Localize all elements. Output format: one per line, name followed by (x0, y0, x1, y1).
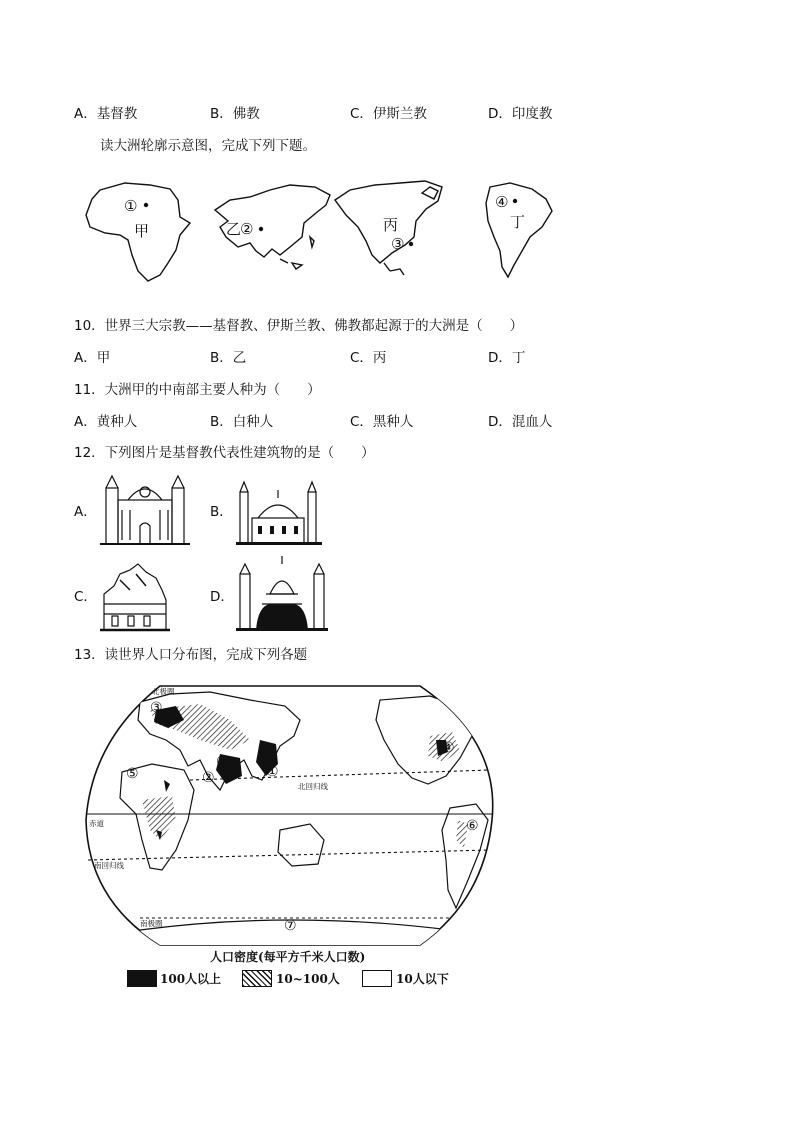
legend-title: 人口密度(每平方千米人口数) (210, 950, 366, 964)
q12-option-a-label: A． (74, 504, 97, 520)
legend-label-mid: 10~100人 (276, 972, 340, 986)
q9-option-c: C．伊斯兰教 (350, 106, 427, 122)
legend-swatch-low (362, 970, 392, 987)
map-marker-8: ⑧ (216, 754, 229, 770)
q12-option-c-label: C． (74, 589, 97, 605)
q9-option-a: A．基督教 (74, 106, 138, 122)
q10-option-a: A．甲 (74, 350, 111, 366)
q11-option-a: A．黄种人 (74, 414, 138, 430)
temple-image (236, 554, 328, 632)
south-america-label: 丁 (510, 213, 526, 231)
q9-option-b: B．佛教 (210, 106, 260, 122)
church-image (100, 470, 190, 546)
q11-option-c: C．黑种人 (350, 414, 414, 430)
q10-option-b: B．乙 (210, 350, 247, 366)
q12-option-b-label: B． (210, 504, 233, 520)
q11-stem: 11．大洲甲的中南部主要人种为（ ） (74, 382, 321, 398)
q12-option-d-label: D． (210, 589, 234, 605)
q9-option-d: D．印度教 (488, 106, 553, 122)
legend-swatch-high (127, 970, 157, 987)
map-marker-5: ⑤ (126, 766, 139, 782)
q12-stem: 12．下列图片是基督教代表性建筑物的是（ ） (74, 445, 375, 461)
q11-option-d: D．混血人 (488, 414, 553, 430)
q11-option-b: B．白种人 (210, 414, 274, 430)
map-marker-1: ① (266, 764, 279, 780)
tropic-cancer-label: 北回归线 (298, 782, 328, 791)
map-marker-2: ② (202, 770, 215, 786)
q10-option-c: C．丙 (350, 350, 387, 366)
africa-number: ① (124, 197, 138, 215)
legend-label-low: 10人以下 (396, 972, 449, 986)
q10-stem: 10．世界三大宗教——基督教、伊斯兰教、佛教都起源于的大洲是（ ） (74, 318, 524, 334)
map-marker-3: ③ (150, 700, 163, 716)
asia-number: ② (240, 220, 254, 238)
map-marker-7: ⑦ (284, 918, 297, 934)
equator-label: 赤道 (89, 819, 104, 828)
map-marker-6: ⑥ (466, 818, 479, 834)
north-america-number: ③ (391, 235, 405, 253)
continents-intro: 读大洲轮廓示意图，完成下列下题。 (100, 138, 316, 154)
africa-label: 甲 (134, 222, 150, 240)
south-america-number: ④ (495, 193, 509, 211)
north-america-label: 丙 (383, 216, 399, 234)
map-marker-4: ④ (442, 740, 455, 756)
asia-label: 乙 (226, 220, 242, 238)
continents-figure (80, 175, 560, 285)
q10-option-d: D．丁 (488, 350, 526, 366)
arctic-circle-label: 北极圈 (152, 687, 175, 696)
tropic-capricorn-label: 南回归线 (94, 861, 124, 870)
legend-swatch-mid (242, 970, 272, 987)
antarctic-circle-label: 南极圈 (140, 919, 163, 928)
q13-stem: 13．读世界人口分布图，完成下列各题 (74, 647, 308, 663)
palace-image (100, 560, 170, 632)
legend-label-high: 100人以上 (160, 972, 222, 986)
mosque-image (236, 478, 322, 546)
world-population-map (80, 680, 500, 952)
